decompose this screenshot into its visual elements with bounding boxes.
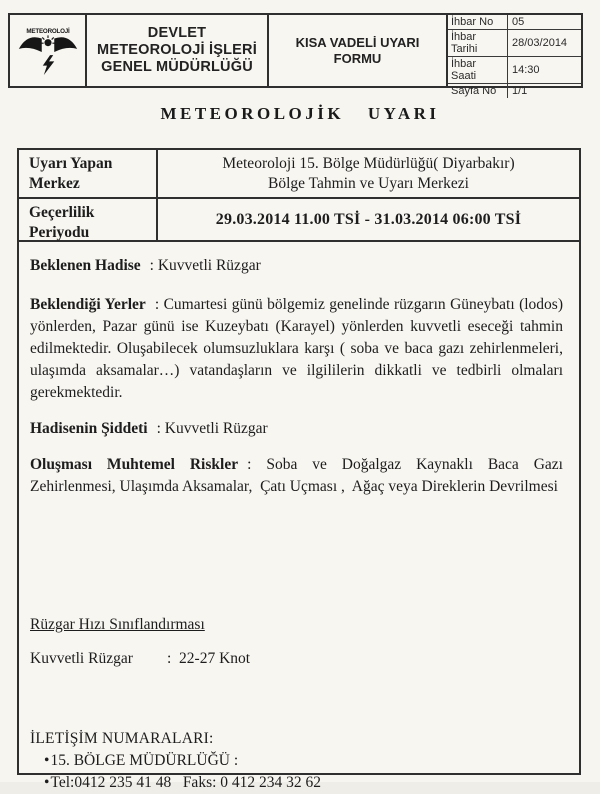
expected-event-row [30,255,563,277]
org-title-line: DEVLET [147,25,207,41]
info-label: İhbar Tarihi [448,30,508,56]
warning-body-box [17,148,581,791]
validity-period-row [19,199,579,242]
value-line: Bölge Tahmin ve Uyarı Merkezi [268,174,469,192]
document-title: METEOROLOJİK UYARI [160,104,440,123]
label-line: Uyarı Yapan [29,155,113,172]
wind-classification-row [30,648,563,670]
bullet-icon: • [44,774,50,791]
info-value: 28/03/2014 [512,37,568,49]
contact-item [30,750,563,772]
contact-item-text: 15. BÖLGE MÜDÜRLÜĞÜ : [50,752,239,769]
contact-list [30,750,563,794]
expected-locations-text: : Cumartesi günü bölgemiz genelinde rüzgarın Güneybatı (lodos) yönlerden, Pazar günü ise Kuzeybatı (Karayel) yönlerden kuvvetli eseceği tahmin edilmektedir. Oluşabilecek olumsuzluklara karşı ( soba ve baca gazı zehirlenmeleri, ulaşımda aksamalar…) vatandaşların ve ilgililerin dikkatli ve tedbirli olmaları gerekmektedir. [30,296,563,401]
org-title-line: GENEL MÜDÜRLÜĞÜ [101,59,253,75]
warning-content [19,242,579,794]
validity-period-label [19,199,158,240]
value-line: Meteoroloji 15. Bölge Müdürlüğü( Diyarbakır) [222,154,515,172]
expected-locations-label: Beklendiği Yerler [30,296,146,313]
possible-risks-paragraph [30,454,567,498]
info-value: 14:30 [512,64,540,76]
possible-risks-label: Oluşması Muhtemel Riskler [30,456,239,473]
logo-text: METEOROLOJİ [25,27,70,35]
meteoroloji-logo [10,15,87,86]
info-label: İhbar No [448,15,508,29]
form-header [8,13,583,97]
event-severity-label: Hadisenin Şiddeti [30,420,148,437]
label-line: Geçerlilik [29,204,95,221]
expected-event-value: : Kuvvetli Rüzgar [149,257,261,274]
label-line: Periyodu [29,224,90,241]
label-line: Merkez [29,175,80,192]
info-value: 05 [512,16,525,28]
org-title [87,15,269,86]
info-value: 1/1 [512,85,528,97]
report-info-row [448,57,581,84]
contact-item [30,772,563,794]
form-title-line: FORMU [333,50,382,66]
contact-heading: İLETİŞİM NUMARALARI: [30,730,214,747]
report-info-row [448,15,581,30]
possible-risks-text: : Soba ve Doğalgaz Kaynaklı Baca Gazı Zehirlenmesi, Ulaşımda Aksamalar, Çatı Uçması , Ağaç veya Direklerin Devrilmesi [30,456,567,495]
issuing-center-row [19,150,579,199]
issuing-center-label [19,150,158,197]
report-info-table [448,15,581,97]
expected-locations-paragraph [30,294,563,404]
org-title-line: METEOROLOJİ İŞLERİ [97,42,257,58]
bullet-icon: • [44,752,50,769]
report-info-row [448,84,581,98]
event-severity-row [30,418,563,440]
wind-class-value: : 22-27 Knot [167,650,251,667]
info-label: İhbar Saati [448,57,508,83]
validity-period-value [158,199,579,240]
form-title [269,15,448,86]
info-label: Sayfa No [448,84,508,98]
form-title-line: KISA VADELİ UYARI [295,34,420,50]
report-info-row [448,30,581,57]
event-severity-value: : Kuvvetli Rüzgar [156,420,268,437]
expected-event-label: Beklenen Hadise [30,257,141,274]
issuing-center-value [158,150,579,197]
meteorology-logo-icon [16,26,80,76]
wind-class-label: Kuvvetli Rüzgar [30,650,133,667]
contact-item-text: Tel:0412 235 41 48 Faks: 0 412 234 32 62 [50,774,322,791]
value-line: 29.03.2014 11.00 TSİ - 31.03.2014 06:00 TSİ [215,210,522,228]
wind-classification-heading: Rüzgar Hızı Sınıflandırması [30,616,205,633]
